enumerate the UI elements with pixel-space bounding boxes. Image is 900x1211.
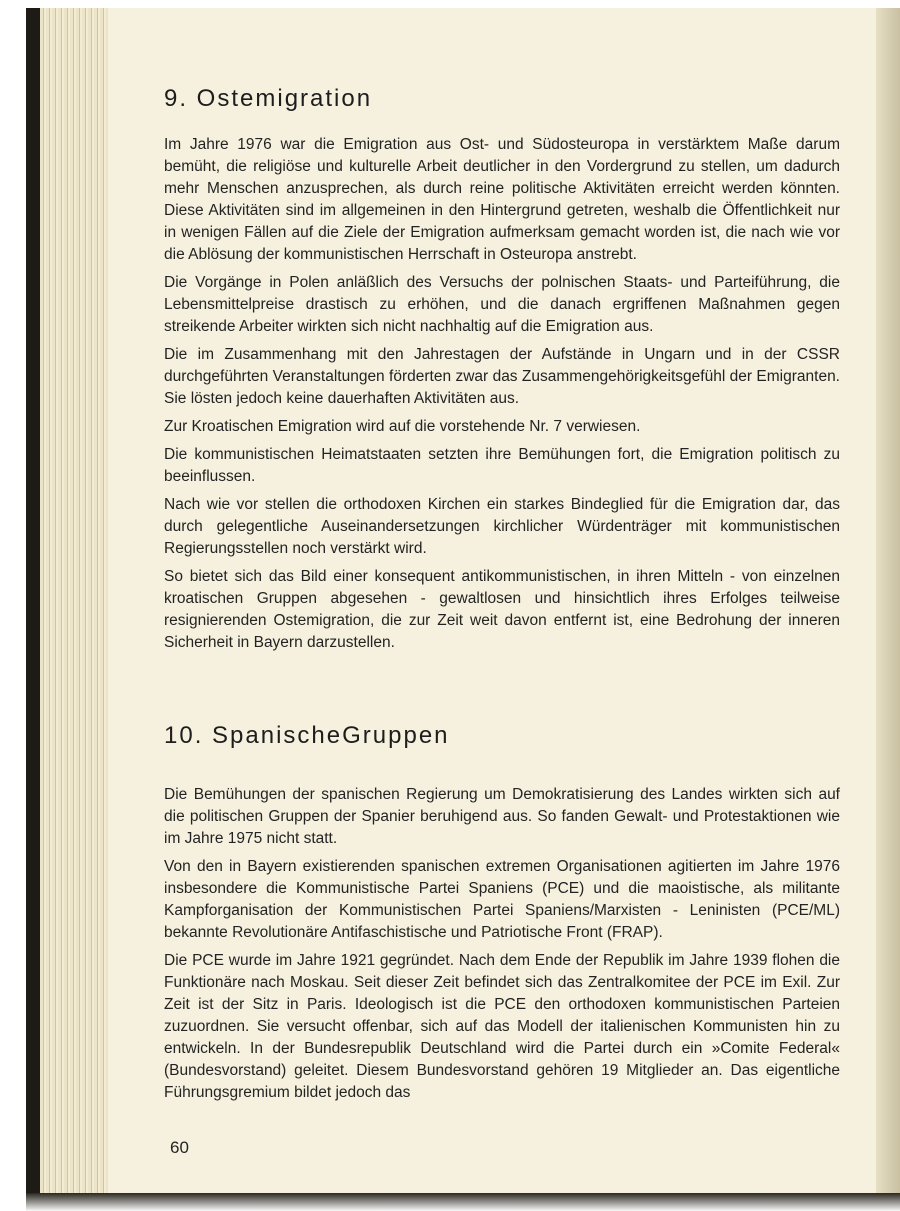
paragraph: Nach wie vor stellen die orthodoxen Kirchen ein starkes Bindeglied für die Emigration dar, das durch gelegentliche Auseinandersetzungen kirchlicher Würdenträger mit kommunistischen Regierungsstellen noch verstärkt wird. xyxy=(164,496,840,557)
section-title-spanische-gruppen: 10. SpanischeGruppen xyxy=(164,722,450,749)
bottom-shadow xyxy=(26,1193,900,1211)
paragraph: So bietet sich das Bild einer konsequent antikommunistischen, in ihren Mitteln - von einzelnen kroatischen Gruppen abgesehen - gewaltlosen und hinsichtlich ihres Erfolges teilweise resignierenden Ostemigration, die zur Zeit weit davon entfernt ist, eine Bedrohung der inneren Sicherheit in Bayern darzustellen. xyxy=(164,568,840,651)
right-page-shade xyxy=(876,8,900,1193)
section-body-spanische-gruppen xyxy=(164,784,840,1104)
paragraph: Die Bemühungen der spanischen Regierung um Demokratisierung des Landes wirkten sich auf die politischen Gruppen der Spanier beruhigend aus. So fanden Gewalt- und Protestaktionen wie im Jahre 1975 nicht statt. xyxy=(164,786,840,847)
paragraph: Von den in Bayern existierenden spanischen extremen Organisationen agitierten im Jahre 1976 insbesondere die Kommunistische Partei Spaniens (PCE) und die maoistische, als militante Kampforganisation der Kommunistischen Partei Spaniens/Marxisten - Leninisten (PCE/ML) bekannte Revolutionäre Antifaschistische und Patriotische Front (FRAP). xyxy=(164,858,840,941)
page-edges xyxy=(40,8,108,1193)
section-title-ostemigration: 9. Ostemigration xyxy=(164,85,373,112)
paragraph: Die im Zusammenhang mit den Jahrestagen der Aufstände in Ungarn und in der CSSR durchgeführten Veranstaltungen förderten zwar das Zusammengehörigkeitsgefühl der Emigranten. Sie lösten jedoch keine dauerhaften Aktivitäten aus. xyxy=(164,346,840,407)
page-number: 60 xyxy=(170,1138,189,1157)
paragraph: Die PCE wurde im Jahre 1921 gegründet. Nach dem Ende der Republik im Jahre 1939 flohen die Funktionäre nach Moskau. Seit dieser Zeit befindet sich das Zentralkomitee der PCE im Exil. Zur Zeit ist der Sitz in Paris. Ideologisch ist die PCE den orthodoxen kommunistischen Parteien zuzuordnen. Sie versucht offenbar, sich auf das Modell der italienischen Kommunisten hin zu entwickeln. In der Bundesrepublik Deutschland wird die Partei durch ein »Comite Federal« (Bundesvorstand) geleitet. Diesem Bundesvorstand gehören 19 Mitglieder an. Das eigentliche Führungsgremium bildet jedoch das xyxy=(164,952,840,1101)
section-body-ostemigration xyxy=(164,134,840,654)
paragraph: Zur Kroatischen Emigration wird auf die vorstehende Nr. 7 verwiesen. xyxy=(164,418,641,435)
paragraph: Die Vorgänge in Polen anläßlich des Versuchs der polnischen Staats- und Parteiführung, die Lebensmittelpreise drastisch zu erhöhen, und die danach ergriffenen Maßnahmen gegen streikende Arbeiter wirkten sich nicht nachhaltig auf die Emigration aus. xyxy=(164,274,840,335)
paragraph: Die kommunistischen Heimatstaaten setzten ihre Bemühungen fort, die Emigration politisch zu beeinflussen. xyxy=(164,446,840,485)
book-spine-shadow xyxy=(26,8,40,1193)
paragraph: Im Jahre 1976 war die Emigration aus Ost- und Südosteuropa in verstärktem Maße darum bemüht, die religiöse und kulturelle Arbeit deutlicher in den Vordergrund zu stellen, um dadurch mehr Menschen anzusprechen, als durch reine politische Aktivitäten erreicht werden könnten. Diese Aktivitäten sind im allgemeinen in den Hintergrund getreten, weshalb die Öffentlichkeit nur in wenigen Fällen auf die Ziele der Emigration aufmerksam gemacht worden ist, die nach wie vor die Ablösung der kommunistischen Herrschaft in Osteuropa anstrebt. xyxy=(164,136,840,263)
